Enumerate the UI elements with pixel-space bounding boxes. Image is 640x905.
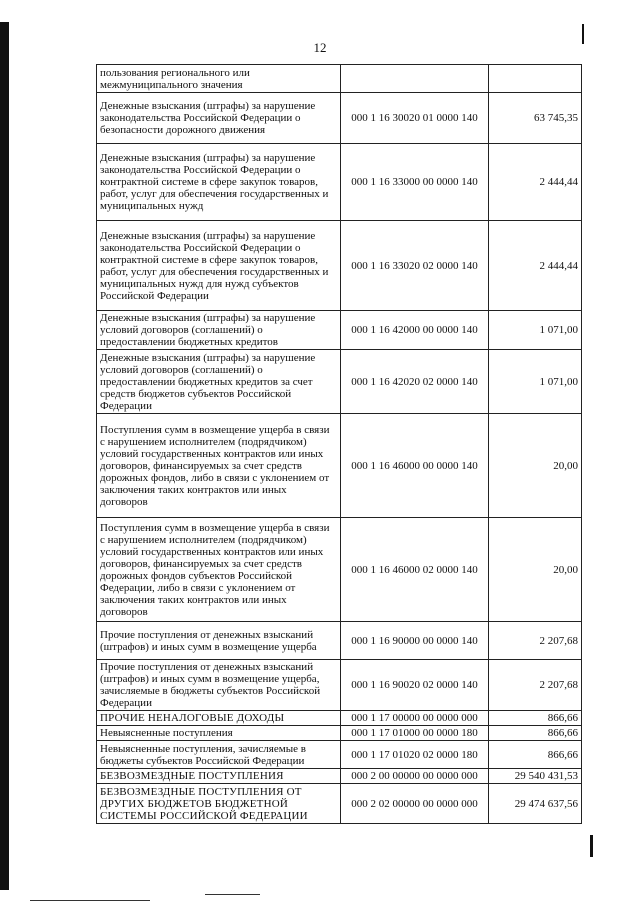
- row-sum: 1 071,00: [489, 311, 582, 350]
- row-name: Поступления сумм в возмещение ущерба в связи с нарушением исполнителем (подрядчиком) условий государственных контрактов или иных договоров, финансируемых за счет средств дорожных фондов, либо в связи с уклонением от заключения таких контрактов или иных договоров: [97, 414, 341, 518]
- scan-line-bottom-left: [30, 900, 150, 901]
- table-row: [97, 660, 582, 711]
- scan-mark-bottom-right: [590, 835, 593, 857]
- row-sum: 866,66: [489, 726, 582, 741]
- table-row: [97, 144, 582, 221]
- table-row: [97, 518, 582, 622]
- row-name: БЕЗВОЗМЕЗДНЫЕ ПОСТУПЛЕНИЯ: [97, 769, 341, 784]
- row-name: ПРОЧИЕ НЕНАЛОГОВЫЕ ДОХОДЫ: [97, 711, 341, 726]
- table-row: [97, 65, 582, 93]
- row-name: Невыясненные поступления: [97, 726, 341, 741]
- row-name: Денежные взыскания (штрафы) за нарушение законодательства Российской Федерации о контрактной системе в сфере закупок товаров, работ, услуг для обеспечения государственных и муниципальных нужд: [97, 144, 341, 221]
- table-row: [97, 711, 582, 726]
- table-row: [97, 311, 582, 350]
- row-name: Прочие поступления от денежных взысканий (штрафов) и иных сумм в возмещение ущерба, зачисляемые в бюджеты субъектов Российской Федерации: [97, 660, 341, 711]
- table-row: [97, 93, 582, 144]
- row-name: Денежные взыскания (штрафы) за нарушение условий договоров (соглашений) о предоставлении бюджетных кредитов за счет средств бюджетов субъектов Российской Федерации: [97, 350, 341, 414]
- revenue-table: [96, 64, 582, 824]
- table-row: [97, 726, 582, 741]
- row-sum: 866,66: [489, 711, 582, 726]
- row-name: Поступления сумм в возмещение ущерба в связи с нарушением исполнителем (подрядчиком) условий государственных контрактов или иных договоров, финансируемых за счет средств дорожных фондов субъектов Российской Федерации, либо в связи с уклонением от заключения таких контрактов или иных договоров: [97, 518, 341, 622]
- row-code: 000 1 16 46000 02 0000 140: [341, 518, 489, 622]
- table-row: [97, 622, 582, 660]
- row-name: Прочие поступления от денежных взысканий (штрафов) и иных сумм в возмещение ущерба: [97, 622, 341, 660]
- scan-edge-left: [0, 22, 9, 890]
- row-sum: 20,00: [489, 414, 582, 518]
- page-number: 12: [313, 40, 327, 55]
- row-sum: 2 444,44: [489, 144, 582, 221]
- row-name: Денежные взыскания (штрафы) за нарушение законодательства Российской Федерации о контрактной системе в сфере закупок товаров, работ, услуг для обеспечения государственных и муниципальных нужд для нужд субъектов Российской Федерации: [97, 221, 341, 311]
- row-sum: 20,00: [489, 518, 582, 622]
- table-row: [97, 350, 582, 414]
- table-row: [97, 784, 582, 824]
- row-code: 000 1 17 01020 02 0000 180: [341, 741, 489, 769]
- scan-line-bottom-mid: [205, 894, 260, 895]
- row-sum: 2 444,44: [489, 221, 582, 311]
- row-code: [341, 65, 489, 93]
- row-code: 000 1 16 33000 00 0000 140: [341, 144, 489, 221]
- row-sum: 29 474 637,56: [489, 784, 582, 824]
- row-sum: 866,66: [489, 741, 582, 769]
- row-code: 000 1 16 90020 02 0000 140: [341, 660, 489, 711]
- row-name: Денежные взыскания (штрафы) за нарушение законодательства Российской Федерации о безопасности дорожного движения: [97, 93, 341, 144]
- row-code: 000 1 16 33020 02 0000 140: [341, 221, 489, 311]
- table-row: [97, 221, 582, 311]
- table-row: [97, 414, 582, 518]
- row-sum: 29 540 431,53: [489, 769, 582, 784]
- row-code: 000 2 00 00000 00 0000 000: [341, 769, 489, 784]
- row-code: 000 1 17 00000 00 0000 000: [341, 711, 489, 726]
- table-row: [97, 769, 582, 784]
- row-name: БЕЗВОЗМЕЗДНЫЕ ПОСТУПЛЕНИЯ ОТ ДРУГИХ БЮДЖЕТОВ БЮДЖЕТНОЙ СИСТЕМЫ РОССИЙСКОЙ ФЕДЕРАЦИИ: [97, 784, 341, 824]
- row-code: 000 1 16 46000 00 0000 140: [341, 414, 489, 518]
- table-row: [97, 741, 582, 769]
- row-code: 000 1 16 90000 00 0000 140: [341, 622, 489, 660]
- row-sum: [489, 65, 582, 93]
- row-sum: 1 071,00: [489, 350, 582, 414]
- row-code: 000 1 17 01000 00 0000 180: [341, 726, 489, 741]
- row-name: Невыясненные поступления, зачисляемые в бюджеты субъектов Российской Федерации: [97, 741, 341, 769]
- row-code: 000 1 16 42020 02 0000 140: [341, 350, 489, 414]
- row-code: 000 1 16 30020 01 0000 140: [341, 93, 489, 144]
- row-sum: 2 207,68: [489, 622, 582, 660]
- row-code: 000 1 16 42000 00 0000 140: [341, 311, 489, 350]
- row-name: пользования регионального или межмуниципального значения: [97, 65, 341, 93]
- row-name: Денежные взыскания (штрафы) за нарушение условий договоров (соглашений) о предоставлении бюджетных кредитов: [97, 311, 341, 350]
- row-code: 000 2 02 00000 00 0000 000: [341, 784, 489, 824]
- row-sum: 2 207,68: [489, 660, 582, 711]
- row-sum: 63 745,35: [489, 93, 582, 144]
